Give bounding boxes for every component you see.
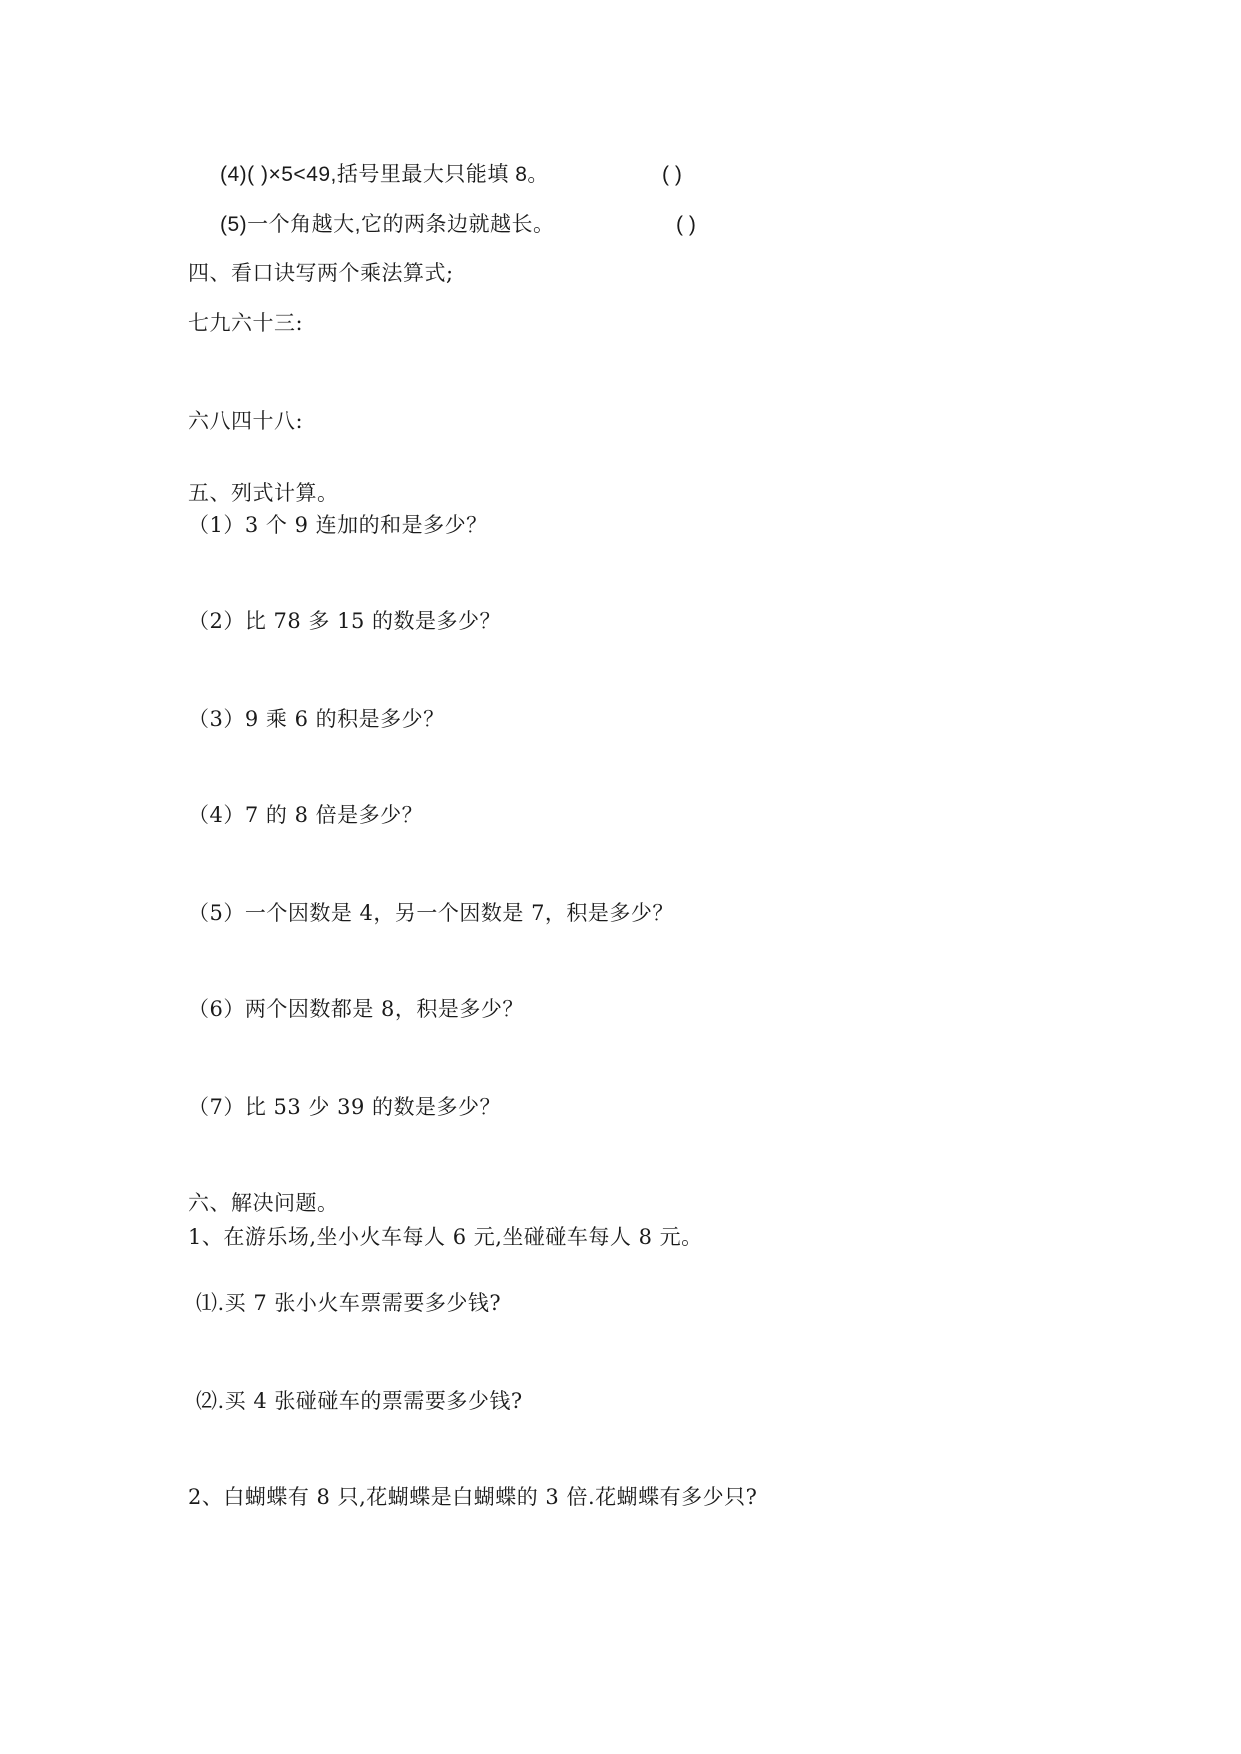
section5-item-5: （5）一个因数是 4，另一个因数是 7，积是多少？ [188,901,674,925]
problem-1-sub-2: ⑵.买 4 张碰碰车的票需要多少钱? [196,1389,523,1413]
problem-2-text: 2、白蝴蝶有 8 只,花蝴蝶是白蝴蝶的 3 倍.花蝴蝶有多少只? [188,1485,758,1509]
section5-item-1: （1）3 个 9 连加的和是多少？ [188,513,488,537]
section5-item-4: （4）7 的 8 倍是多少？ [188,803,424,827]
problem-1-text: 1、在游乐场,坐小火车每人 6 元,坐碰碰车每人 8 元。 [188,1225,703,1249]
section6-title: 六、解决问题。 [188,1191,339,1215]
section5-item-6: （6）两个因数都是 8，积是多少？ [188,997,524,1021]
judge-answer-paren-4[interactable]: ( ) [662,163,682,186]
judge-answer-paren-5[interactable]: ( ) [676,213,696,236]
section5-item-2: （2）比 78 多 15 的数是多少？ [188,609,502,633]
section4-item-2: 六八四十八: [188,409,304,433]
section5-item-7: （7）比 53 少 39 的数是多少？ [188,1095,502,1119]
section4-title: 四、看口诀写两个乘法算式; [188,261,454,285]
section4-item-1: 七九六十三: [188,311,304,335]
judge-item-5: (5)一个角越大,它的两条边就越长。 [220,213,555,236]
section5-title: 五、列式计算。 [188,481,339,505]
judge-item-4: (4)( )×5<49,括号里最大只能填 8。 [220,163,549,186]
problem-1-sub-1: ⑴.买 7 张小火车票需要多少钱? [196,1291,502,1315]
section5-item-3: （3）9 乘 6 的积是多少？ [188,707,445,731]
